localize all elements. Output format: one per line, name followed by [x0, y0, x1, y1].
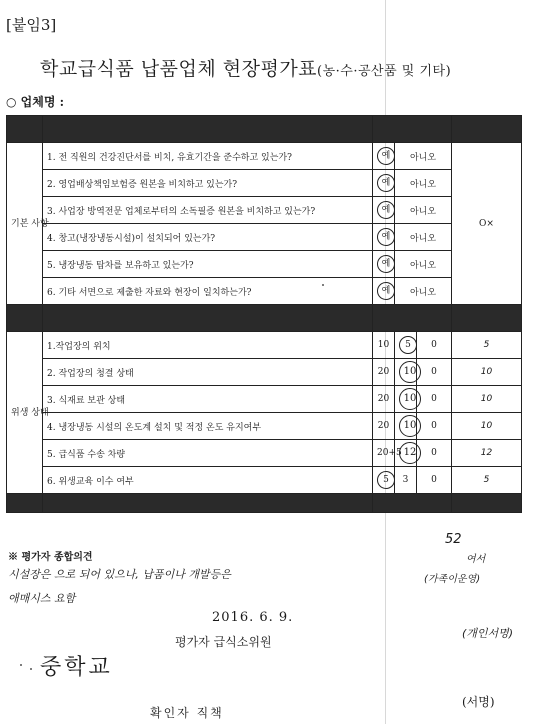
yes-circled: 예: [377, 174, 395, 192]
table-row: [7, 278, 522, 305]
opinion-label: ※ 평가자 종합의견: [8, 552, 93, 563]
footer-cell: [7, 494, 43, 513]
max-score: 20: [373, 359, 395, 386]
max-score-circled: 5: [377, 471, 395, 489]
header-cell: [43, 116, 373, 143]
item-text: 3. 식재료 보관 상태: [43, 386, 373, 413]
item-text: 4. 냉장냉동 시설의 온도계 설치 및 적정 온도 유지여부: [43, 413, 373, 440]
opinion-handwritten: 애매시스 요함: [8, 592, 76, 605]
yes-circled: 예: [377, 282, 395, 300]
item-text: 5. 급식품 수송 차량: [43, 440, 373, 467]
header-cell: [452, 116, 522, 143]
yes-cell: [373, 224, 395, 251]
awarded-score: 12: [452, 440, 522, 467]
awarded-score: 10: [452, 413, 522, 440]
mid-score-circled: 12: [399, 442, 421, 464]
vendor-name-label: ○ 업체명 :: [6, 95, 65, 109]
table-row: [7, 197, 522, 224]
item-text: 4. 창고(냉장냉동시설)이 설치되어 있는가?: [43, 224, 373, 251]
table-row: [7, 386, 522, 413]
evaluator-line: 평가자 급식소위원: [175, 635, 272, 649]
awarded-score: 5: [452, 332, 522, 359]
yes-cell: [373, 143, 395, 170]
mid-cell: [395, 413, 417, 440]
opinion-handwritten: 시설장은 으로 되어 있으나, 납품이나 개발등은: [8, 568, 231, 581]
table-row: [7, 413, 522, 440]
mid-score: 3: [395, 467, 417, 494]
signature-scribble: (개인서명): [462, 627, 514, 640]
low-score: 0: [417, 386, 452, 413]
yes-cell: [373, 278, 395, 305]
confirmer-title: 확인자 직책: [150, 706, 224, 720]
low-score: 0: [417, 413, 452, 440]
side-note-handwritten: 여서: [466, 554, 486, 565]
table-row: [7, 143, 522, 170]
item-text: 5. 냉장냉동 탑차를 보유하고 있는가?: [43, 251, 373, 278]
item-text: 2. 작업장의 청결 상태: [43, 359, 373, 386]
yes-cell: [373, 170, 395, 197]
item-text: 1. 전 직원의 건강진단서를 비치, 유효기간을 준수하고 있는가?: [43, 143, 373, 170]
max-score: 20: [373, 386, 395, 413]
table-row: [7, 224, 522, 251]
no-cell: 아니오: [395, 278, 452, 305]
item-text: 6. 기타 서면으로 제출한 자료와 현장이 일치하는가?: [43, 278, 373, 305]
table-row: [7, 359, 522, 386]
total-row: [7, 494, 522, 513]
evaluation-date: 2016. 6. 9.: [212, 610, 294, 625]
attachment-label: [붙임3]: [6, 16, 57, 34]
side-note-handwritten: (가족이운영): [424, 574, 481, 585]
low-score: 0: [417, 359, 452, 386]
table-row: [7, 440, 522, 467]
low-score: 0: [417, 440, 452, 467]
basic-category: 기본 사항: [7, 143, 43, 305]
header-cell: [373, 305, 452, 332]
hygiene-header-row: [7, 305, 522, 332]
title-sub: (농·수·공산품 및 기타): [317, 64, 452, 79]
yes-circled: 예: [377, 228, 395, 246]
mid-cell: [395, 386, 417, 413]
yes-cell: [373, 197, 395, 224]
mid-score-circled: 10: [399, 361, 421, 383]
table-row: [7, 467, 522, 494]
header-cell: [452, 305, 522, 332]
header-cell: [373, 116, 452, 143]
no-cell: 아니오: [395, 197, 452, 224]
page-title: [40, 54, 451, 81]
mid-cell: [395, 332, 417, 359]
low-score: 0: [417, 467, 452, 494]
mid-cell: [395, 359, 417, 386]
item-text: 3. 사업장 방역전문 업체로부터의 소독필증 원본을 비치하고 있는가?: [43, 197, 373, 224]
table-row: [7, 170, 522, 197]
awarded-score: 10: [452, 359, 522, 386]
title-main: 학교급식품 납품업체 현장평가표: [40, 58, 318, 80]
no-cell: 아니오: [395, 224, 452, 251]
no-cell: 아니오: [395, 251, 452, 278]
no-cell: 아니오: [395, 170, 452, 197]
footer-cell: [373, 494, 452, 513]
low-score: 0: [417, 332, 452, 359]
scan-speck: [20, 664, 22, 666]
header-cell: [7, 305, 43, 332]
mid-score-circled: 5: [399, 336, 417, 354]
yes-circled: 예: [377, 201, 395, 219]
footer-cell: [43, 494, 373, 513]
mid-score-circled: 10: [399, 415, 421, 437]
footer-cell: [452, 494, 522, 513]
awarded-score: 5: [452, 467, 522, 494]
awarded-score: 10: [452, 386, 522, 413]
max-score: 10: [373, 332, 395, 359]
max-score: 20: [373, 413, 395, 440]
table-row: [7, 332, 522, 359]
table-row: [7, 251, 522, 278]
basic-header-row: [7, 116, 522, 143]
header-cell: [7, 116, 43, 143]
header-cell: [43, 305, 373, 332]
yes-circled: 예: [377, 147, 395, 165]
item-text: 2. 영업배상책임보험증 원본을 비치하고 있는가?: [43, 170, 373, 197]
max-cell: [373, 467, 395, 494]
item-text: 1.작업장의 위치: [43, 332, 373, 359]
max-score: 20+5: [373, 440, 395, 467]
no-cell: 아니오: [395, 143, 452, 170]
mid-score-circled: 10: [399, 388, 421, 410]
hygiene-category: 위생 상태: [7, 332, 43, 494]
evaluation-table: [6, 115, 522, 513]
total-score-handwritten: 52: [445, 532, 462, 547]
scan-speck: [322, 284, 324, 286]
yes-cell: [373, 251, 395, 278]
school-name: 중학교: [40, 655, 113, 680]
ox-result: O×: [452, 143, 522, 305]
item-text: 6. 위생교육 이수 여부: [43, 467, 373, 494]
signature-label: (서명): [462, 695, 495, 709]
scan-speck: [30, 668, 32, 670]
yes-circled: 예: [377, 255, 395, 273]
